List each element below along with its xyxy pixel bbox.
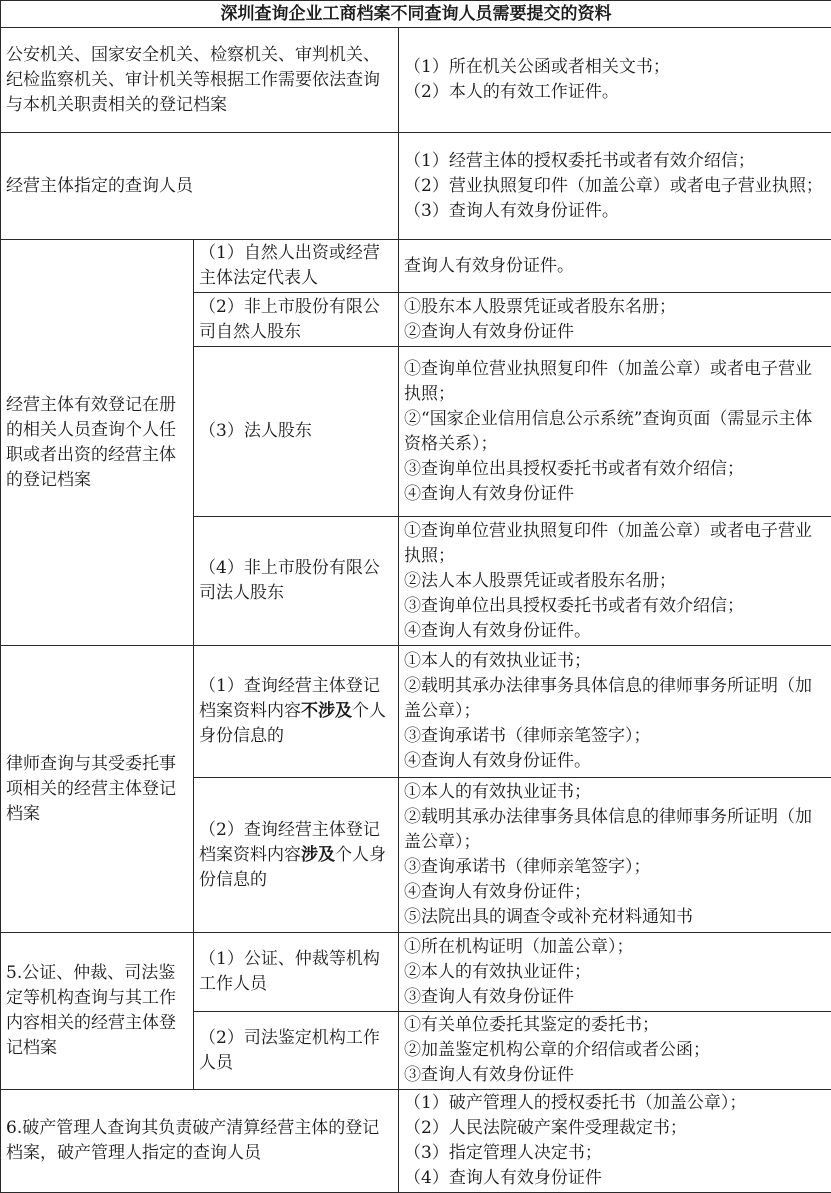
sub-category-cell: （1）自然人出资或经营主体法定代表人 xyxy=(194,240,399,293)
doc-item: ④查询人有效身份证件； xyxy=(404,880,826,905)
sub-category-cell: （1）公证、仲裁等机构工作人员 xyxy=(194,933,399,1012)
doc-item: ①查询单位营业执照复印件（加盖公章）或者电子营业执照； xyxy=(404,357,826,407)
doc-item: ②法人本人股票凭证或者股东名册； xyxy=(404,569,826,594)
required-docs-cell xyxy=(399,347,831,517)
doc-item: 查询人有效身份证件。 xyxy=(404,254,826,279)
requester-cell: 经营主体有效登记在册的相关人员查询个人任职或者出资的经营主体的登记档案 xyxy=(1,240,194,646)
doc-item: ②查询人有效身份证件 xyxy=(404,320,826,345)
doc-item: ④查询人有效身份证件。 xyxy=(404,749,826,774)
table-row xyxy=(1,133,831,240)
doc-item: ②“国家企业信用信息公示系统”查询页面（需显示主体资格关系）； xyxy=(404,407,826,457)
required-docs-cell xyxy=(399,133,831,240)
table-row xyxy=(1,240,831,293)
doc-item: ③查询单位出具授权委托书或者有效介绍信； xyxy=(404,457,826,482)
requester-cell: 经营主体指定的查询人员 xyxy=(1,133,399,240)
doc-item: （2）营业执照复印件（加盖公章）或者电子营业执照； xyxy=(404,174,826,199)
required-docs-cell xyxy=(399,1090,831,1193)
doc-item: ①查询单位营业执照复印件（加盖公章）或者电子营业执照； xyxy=(404,519,826,569)
sub-category-label: 个人身份信息的 xyxy=(199,701,386,746)
required-docs-cell xyxy=(399,293,831,347)
doc-item: ②加盖鉴定机构公章的介绍信或者公函； xyxy=(404,1038,826,1063)
sub-category-cell xyxy=(194,778,399,933)
doc-item: ①所在机构证明（加盖公章）； xyxy=(404,935,826,960)
doc-item: （3）指定管理人决定书； xyxy=(404,1141,826,1166)
table-row xyxy=(1,1090,831,1193)
doc-item: ①本人的有效执业证书； xyxy=(404,780,826,805)
requester-cell: 律师查询与其受委托事项相关的经营主体登记档案 xyxy=(1,646,194,933)
required-docs-cell xyxy=(399,933,831,1012)
emphasis-text: 不涉及 xyxy=(301,701,352,721)
doc-item: ③查询人有效身份证件 xyxy=(404,1063,826,1088)
doc-item: ②载明其承办法律事务具体信息的律师事务所证明（加盖公章）； xyxy=(404,805,826,855)
doc-item: （1）所在机关公函或者相关文书； xyxy=(404,55,826,80)
doc-item: ①有关单位委托其鉴定的委托书； xyxy=(404,1013,826,1038)
required-docs-cell xyxy=(399,778,831,933)
doc-item: ②载明其承办法律事务具体信息的律师事务所证明（加盖公章）； xyxy=(404,674,826,724)
sub-category-cell: （2）非上市股份有限公司自然人股东 xyxy=(194,293,399,347)
doc-item: ④查询人有效身份证件。 xyxy=(404,619,826,644)
required-docs-cell xyxy=(399,646,831,778)
doc-item: （1）经营主体的授权委托书或者有效介绍信； xyxy=(404,149,826,174)
table-row xyxy=(1,646,831,778)
doc-item: （2）人民法院破产案件受理裁定书； xyxy=(404,1116,826,1141)
requester-cell: 5.公证、仲裁、司法鉴定等机构查询与其工作内容相关的经营主体登记档案 xyxy=(1,933,194,1090)
required-docs-cell xyxy=(399,240,831,293)
doc-item: （1）破产管理人的授权委托书（加盖公章）； xyxy=(404,1091,826,1116)
doc-item: ①股东本人股票凭证或者股东名册； xyxy=(404,295,826,320)
required-docs-cell xyxy=(399,28,831,133)
doc-item: （3）查询人有效身份证件。 xyxy=(404,199,826,224)
sub-category-label: （1）查询经营主体登记档案资料内容 xyxy=(199,676,380,721)
doc-item: ③查询承诺书（律师亲笔签字）； xyxy=(404,724,826,749)
emphasis-text: 涉及 xyxy=(301,845,335,865)
required-docs-cell xyxy=(399,1012,831,1090)
sub-category-cell: （3）法人股东 xyxy=(194,347,399,517)
doc-item: ③查询承诺书（律师亲笔签字）； xyxy=(404,855,826,880)
requester-cell: 公安机关、国家安全机关、检察机关、审判机关、纪检监察机关、审计机关等根据工作需要依法查询与本机关职责相关的登记档案 xyxy=(1,28,399,133)
doc-item: ④查询人有效身份证件 xyxy=(404,482,826,507)
requester-cell: 6.破产管理人查询其负责破产清算经营主体的登记档案，破产管理人指定的查询人员 xyxy=(1,1090,399,1193)
doc-item: （4）查询人有效身份证件 xyxy=(404,1166,826,1191)
doc-item: （2）本人的有效工作证件。 xyxy=(404,80,826,105)
doc-item: ①本人的有效执业证书； xyxy=(404,649,826,674)
table-row xyxy=(1,28,831,133)
sub-category-cell: （4）非上市股份有限公司法人股东 xyxy=(194,517,399,646)
sub-category-label: 个人身份信息的 xyxy=(199,845,386,890)
doc-item: ②本人的有效执业证件； xyxy=(404,960,826,985)
table-row xyxy=(1,933,831,1012)
required-docs-cell xyxy=(399,517,831,646)
document-title: 深圳查询企业工商档案不同查询人员需要提交的资料 xyxy=(1,1,831,28)
sub-category-cell xyxy=(194,646,399,778)
sub-category-label: （2）查询经营主体登记档案资料内容 xyxy=(199,820,380,865)
doc-item: ③查询单位出具授权委托书或者有效介绍信； xyxy=(404,594,826,619)
doc-item: ③查询人有效身份证件 xyxy=(404,985,826,1010)
sub-category-cell: （2）司法鉴定机构工作人员 xyxy=(194,1012,399,1090)
doc-item: ⑤法院出具的调查令或补充材料通知书 xyxy=(404,905,826,930)
